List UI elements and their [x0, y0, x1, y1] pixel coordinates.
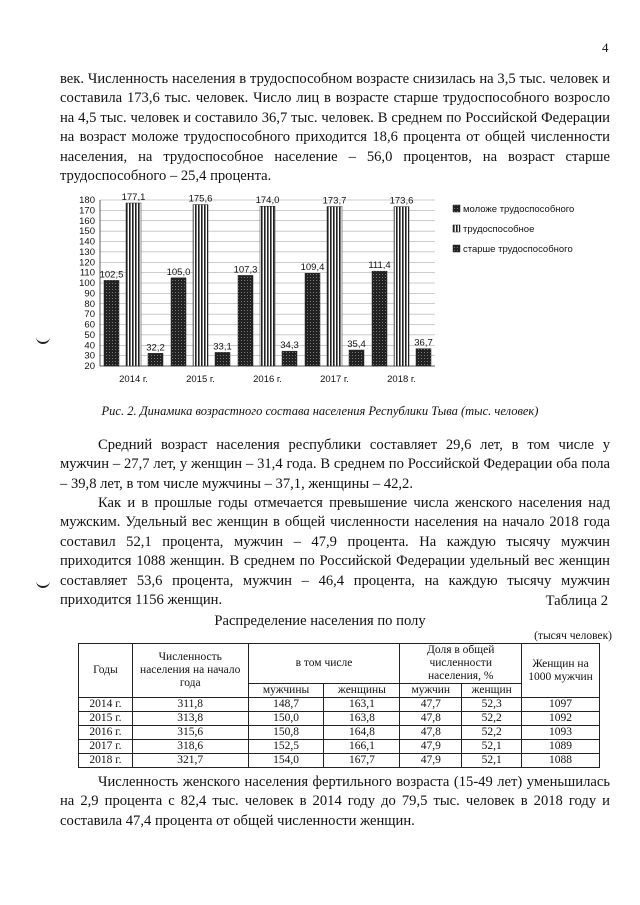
population-by-sex-table: [78, 643, 600, 768]
y-tick-label: 140: [79, 236, 95, 248]
bar-older: [349, 350, 364, 366]
table-cell: 52,3: [462, 698, 522, 712]
table-cell: 164,8: [324, 726, 400, 740]
data-label: 173,7: [322, 195, 347, 207]
data-label: 105,0: [166, 266, 191, 278]
x-tick-label: 2018 г.: [387, 374, 416, 385]
legend-label: старше трудоспособного: [463, 244, 573, 255]
table-cell: 321,7: [132, 754, 248, 768]
table-row: [79, 754, 600, 768]
y-tick-label: 170: [79, 205, 95, 217]
data-label: 33,1: [213, 341, 232, 353]
table-cell: 47,7: [400, 698, 462, 712]
y-tick-label: 110: [79, 267, 95, 279]
data-label: 32,2: [146, 342, 165, 354]
table-cell: 1089: [522, 740, 600, 754]
table-title: Распределение населения по полу: [214, 613, 426, 629]
legend-swatch: [453, 225, 460, 232]
table-cell: 154,0: [248, 754, 324, 768]
header-years: Годы: [79, 644, 133, 698]
legend-label: трудоспособное: [463, 224, 535, 235]
table-row: [79, 698, 600, 712]
table-cell: 311,8: [132, 698, 248, 712]
data-label: 111,4: [368, 260, 391, 272]
bar-working: [327, 207, 342, 366]
table-cell: 47,9: [400, 754, 462, 768]
data-label: 175,6: [188, 193, 213, 205]
header-including: в том числе: [248, 644, 400, 684]
bar-younger: [238, 275, 253, 366]
table-cell: 167,7: [324, 754, 400, 768]
margin-mark: [36, 578, 50, 588]
table-cell: 1092: [522, 712, 600, 726]
x-tick-label: 2015 г.: [186, 374, 215, 385]
y-tick-label: 130: [79, 246, 95, 258]
chart-caption: Рис. 2. Динамика возрастного состава населения Республики Тыва (тыс. человек): [101, 404, 539, 418]
table-cell: 152,5: [248, 740, 324, 754]
table-cell: 47,9: [400, 740, 462, 754]
table-row: [79, 740, 600, 754]
table-number: Таблица 2: [545, 593, 608, 609]
data-label: 173,6: [389, 195, 414, 207]
header-women-share: женщин: [462, 684, 522, 698]
page-number: 4: [602, 40, 609, 55]
paragraph-age-structure: век. Численность населения в трудоспособном возрасте снизилась на 3,5 тыс. человек и составила 173,6 тыс. человек. Число лиц в возрасте старше трудоспособного возросло на 4,5 тыс. человек и составило 36,7 тыс. человек. В среднем по Российской Федерации на возраст моложе трудоспособного приходится 18,6 процента от общей численности населения, на трудоспособное население – 56,0 процентов, на возраст старше трудоспособного – 25,4 процента.: [60, 71, 610, 185]
table-cell: 166,1: [324, 740, 400, 754]
table-cell: 52,2: [462, 712, 522, 726]
data-label: 36,7: [414, 337, 433, 349]
y-tick-label: 120: [79, 257, 95, 269]
bar-older: [215, 352, 230, 366]
bar-older: [416, 349, 431, 366]
table-cell: 315,6: [132, 726, 248, 740]
data-label: 35,4: [347, 339, 366, 351]
table-row: [79, 712, 600, 726]
data-label: 109,4: [300, 262, 325, 274]
bar-working: [193, 205, 208, 366]
header-women-per-1000: Женщин на 1000 мужчин: [522, 644, 600, 698]
x-tick-label: 2014 г.: [119, 374, 148, 385]
bar-working: [126, 203, 141, 366]
data-label: 107,3: [233, 264, 258, 276]
data-label: 174,0: [255, 195, 280, 207]
paragraph-mean-age: Средний возраст населения республики составляет 29,6 лет, в том числе у мужчин – 27,7 лет, у женщин – 31,4 года. В среднем по Российской Федерации оба пола – 39,8 лет, в том числе мужчины – 37,1, женщины – 42,2.: [60, 437, 610, 492]
table-cell: 2018 г.: [79, 754, 133, 768]
table-cell: 1097: [522, 698, 600, 712]
table-cell: 148,7: [248, 698, 324, 712]
y-tick-label: 90: [84, 288, 95, 300]
header-men: мужчины: [248, 684, 324, 698]
y-tick-label: 20: [84, 361, 95, 372]
table-cell: 1093: [522, 726, 600, 740]
y-tick-label: 40: [84, 340, 95, 352]
bar-older: [148, 353, 163, 366]
bar-younger: [171, 278, 186, 366]
data-label: 102,5: [99, 269, 124, 281]
margin-mark: [36, 334, 50, 344]
table-cell: 47,8: [400, 712, 462, 726]
y-tick-label: 50: [84, 329, 95, 341]
table-cell: 150,0: [248, 712, 324, 726]
data-label: 34,3: [280, 340, 299, 352]
bar-older: [282, 351, 297, 366]
table-cell: 52,1: [462, 740, 522, 754]
legend-swatch: [453, 205, 460, 212]
x-tick-label: 2016 г.: [253, 374, 282, 385]
bar-younger: [104, 280, 119, 366]
header-men-share: мужчин: [400, 684, 462, 698]
table-unit: (тысяч человек): [534, 630, 612, 642]
table-row: [79, 726, 600, 740]
y-tick-label: 60: [84, 319, 95, 331]
bar-younger: [372, 271, 387, 366]
header-population: Численность населения на начало года: [132, 644, 248, 698]
table-cell: 150,8: [248, 726, 324, 740]
bar-younger: [305, 273, 320, 366]
age-structure-chart: [60, 186, 590, 396]
table-cell: 313,8: [132, 712, 248, 726]
bar-working: [260, 206, 275, 366]
data-label: 177,1: [121, 192, 146, 204]
header-women: женщины: [324, 684, 400, 698]
y-tick-label: 150: [79, 226, 95, 238]
legend-label: моложе трудоспособного: [463, 204, 575, 215]
y-tick-label: 100: [79, 278, 95, 289]
table-cell: 163,8: [324, 712, 400, 726]
table-cell: 2017 г.: [79, 740, 133, 754]
paragraph-fertile-women: Численность женского населения фертильного возраста (15-49 лет) уменьшилась на 2,9 процента с 82,4 тыс. человек в 2014 году до 79,5 тыс. человек в 2018 году и составила 47,4 процента от общей численности женщин.: [60, 774, 610, 829]
x-tick-label: 2017 г.: [320, 374, 349, 385]
table-cell: 1088: [522, 754, 600, 768]
table-cell: 2016 г.: [79, 726, 133, 740]
table-cell: 2014 г.: [79, 698, 133, 712]
table-cell: 2015 г.: [79, 712, 133, 726]
header-share: Доля в общей численности населения, %: [400, 644, 522, 684]
table-cell: 318,6: [132, 740, 248, 754]
y-tick-label: 70: [84, 309, 95, 321]
y-tick-label: 160: [79, 215, 95, 227]
y-tick-label: 180: [79, 195, 95, 206]
bar-working: [394, 207, 409, 366]
table-cell: 47,8: [400, 726, 462, 740]
table-cell: 163,1: [324, 698, 400, 712]
table-cell: 52,2: [462, 726, 522, 740]
y-tick-label: 80: [84, 298, 95, 310]
paragraph-gender-ratio: Как и в прошлые годы отмечается превышение числа женского населения над мужским. Удельный вес женщин в общей численности населения на начало 2018 года составил 52,1 процента, мужчин – 47,9 процента. На каждую тысячу мужчин приходится 1088 женщин. В среднем по Российской Федерации удельный вес женщин составляет 53,6 процента, мужчин – 46,4 процента, на каждую тысячу мужчин приходится 1156 женщин.: [60, 495, 610, 609]
y-tick-label: 30: [84, 350, 95, 362]
table-cell: 52,1: [462, 754, 522, 768]
legend-swatch: [453, 245, 460, 252]
